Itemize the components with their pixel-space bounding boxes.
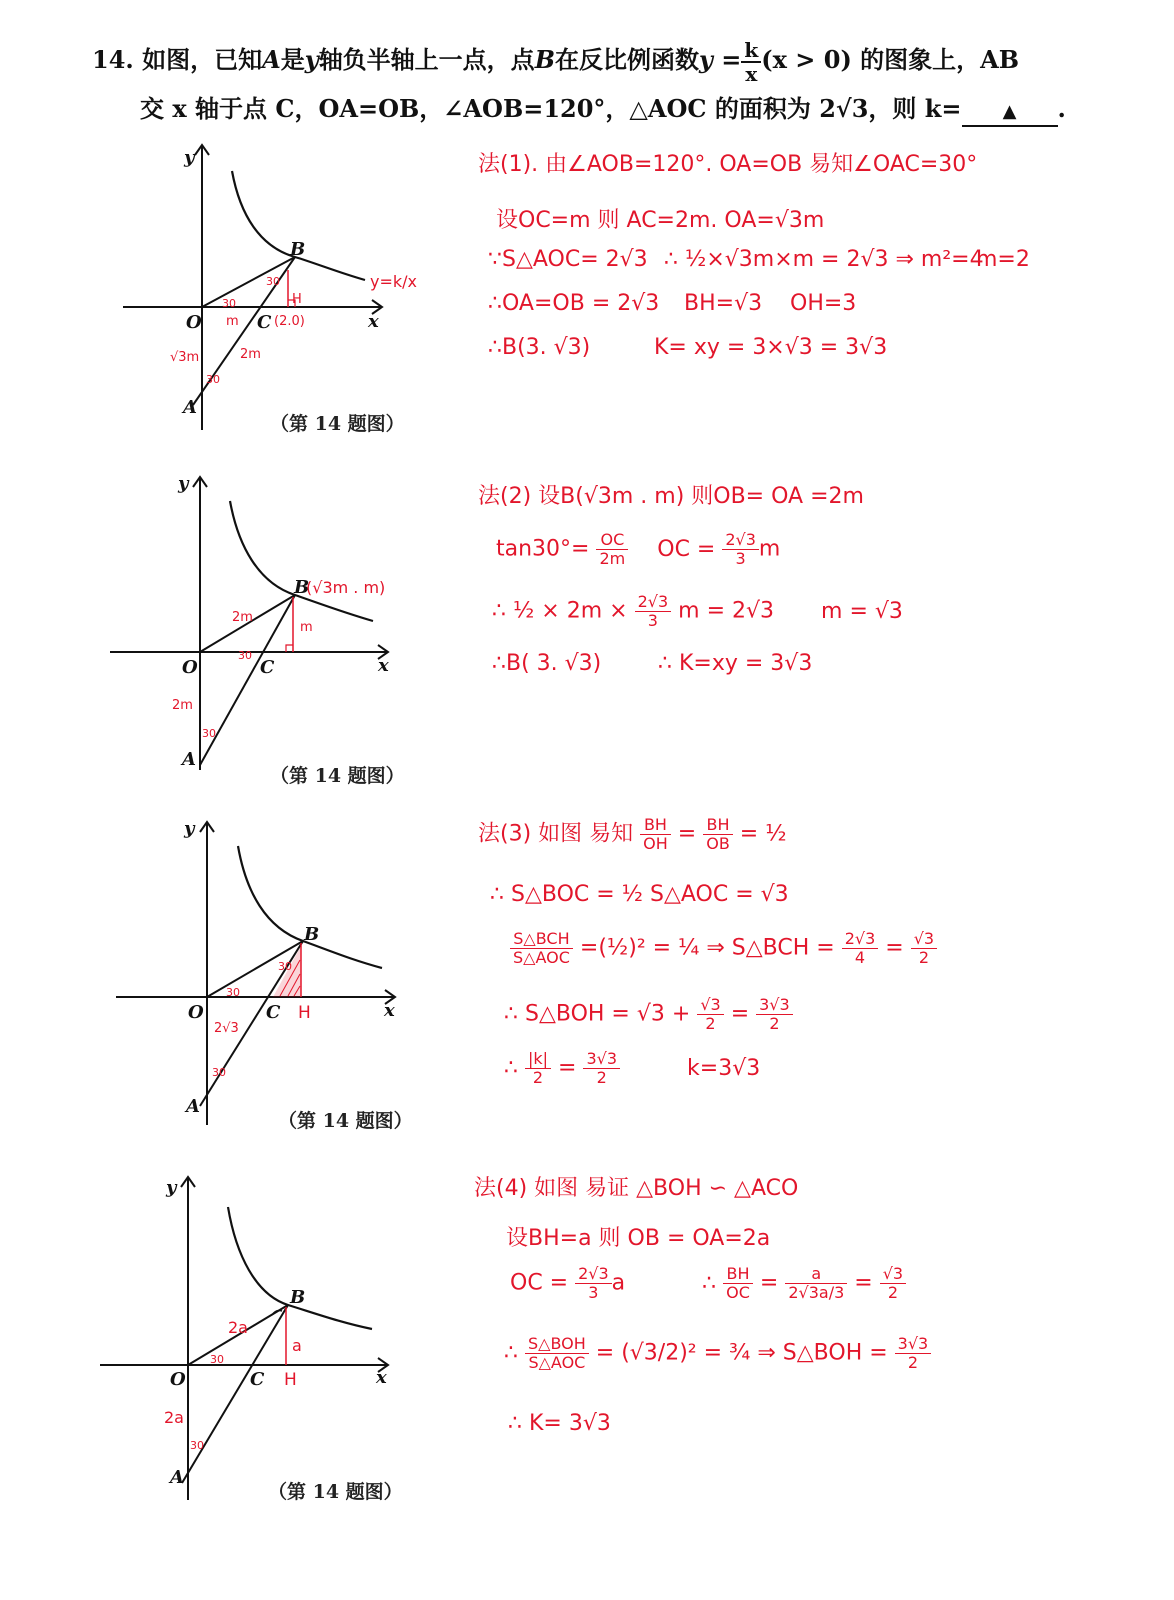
- svg-text:30: 30: [212, 1066, 226, 1079]
- svg-text:2a: 2a: [228, 1318, 248, 1337]
- svg-text:30: 30: [210, 1353, 224, 1366]
- svg-text:C: C: [257, 312, 272, 333]
- svg-text:m: m: [300, 620, 313, 635]
- svg-text:y=k/x: y=k/x: [370, 272, 417, 291]
- svg-text:(√3m . m): (√3m . m): [306, 578, 386, 597]
- svg-text:O: O: [182, 657, 198, 678]
- svg-text:30: 30: [206, 373, 220, 386]
- svg-text:x: x: [384, 1000, 395, 1021]
- svg-text:A: A: [183, 397, 197, 418]
- figure-caption: （第 14 题图）: [278, 1110, 413, 1132]
- svg-text:C: C: [266, 1002, 281, 1023]
- svg-text:C: C: [250, 1369, 265, 1390]
- svg-text:30: 30: [202, 727, 216, 740]
- svg-text:m: m: [226, 314, 239, 329]
- figure-caption: （第 14 题图）: [270, 765, 405, 787]
- figure-4: [90, 1165, 420, 1505]
- solution-panel-4: y x O A B C H 2a a 2a 30 30 （第 14 题图） 法(4) 如图 易证 △BOH ∽ △ACO 设BH=a 则 OB = OA=2a OC = $\frac{2√3}{3}$ a ∴ $\frac{BH}{OC}$ = $\frac{a}{2√3a/3}$ = $\frac{√3}{2}$ ∴ $\frac{\text{S△BOH}}{\text{S△AOC}}$ = (√3/2)² = ¾ ⇒ S△BOH = $\frac{3√3}{2}$ ∴ K= 3√3: [0, 1165, 1174, 1510]
- solution-panel-3: y x O A B C H 2√3 30 30 30 （第 14 题图） 法(3) 如图 易知 $\frac{BH}{OH}$ = $\frac{BH}{OB}$ = ½ ∴ S△BOC = ½ S△AOC = √3 $\frac{\text{S△BCH}}{\text{S△AOC}}$ =(½)² = ¼ ⇒ S△BCH = $\frac{2√3}{4}$ = $\frac{√3}{2}$ ∴ S△BOH = √3 + $\frac{√3}{2}$ = $\frac{3√3}{2}$ ∴ $\frac{|k|}{2}$ = $\frac{3√3}{2}$ k=3√3: [0, 810, 1174, 1145]
- svg-text:x: x: [376, 1367, 387, 1388]
- svg-text:B: B: [304, 924, 320, 945]
- svg-text:y: y: [166, 1177, 177, 1198]
- svg-text:30: 30: [190, 1439, 204, 1452]
- svg-text:30: 30: [238, 649, 252, 662]
- svg-text:B: B: [294, 577, 310, 598]
- svg-text:y: y: [178, 473, 189, 494]
- svg-text:2m: 2m: [172, 698, 193, 713]
- svg-text:30: 30: [278, 960, 292, 973]
- svg-text:(2.0): (2.0): [274, 314, 305, 329]
- svg-text:y: y: [184, 818, 195, 839]
- svg-text:B: B: [290, 239, 306, 260]
- svg-text:x: x: [368, 311, 379, 332]
- figure-2: [90, 465, 420, 775]
- figure-1: [90, 135, 420, 435]
- svg-text:O: O: [186, 312, 202, 333]
- svg-text:x: x: [378, 655, 389, 676]
- svg-text:2m: 2m: [240, 347, 261, 362]
- svg-text:30: 30: [226, 986, 240, 999]
- answer-blank: ▲: [962, 99, 1058, 127]
- svg-text:B: B: [290, 1287, 306, 1308]
- svg-text:a: a: [292, 1336, 302, 1355]
- solution-panel-1: y x O A B C y=k/x H (2.0) m 2m √3m 30 30 30 （第 14 题图） 法(1). 由∠AOB=120°. OA=OB 易知∠OAC=30° 设OC=m 则 AC=2m. OA=√3m ∵S△AOC= 2√3 ∴ ½×√3m×m = 2√3 ⇒ m²=4 m=2 ∴OA=OB = 2√3 BH=√3 OH=3 ∴B(3. √3) K= xy = 3×√3 = 3√3: [0, 135, 1174, 445]
- problem-line-1: 14. 如图，已知A是y轴负半轴上一点，点B在反比例函数y = $\frac{k}{x}$ (x > 0) 的图象上，AB: [92, 37, 1020, 86]
- problem-line-2: 交 x 轴于点 C，OA=OB，∠AOB=120°，△AOC 的面积为 2√3，则 k= ▲ .: [92, 85, 1092, 133]
- svg-text:y: y: [184, 147, 195, 168]
- problem-statement: [92, 36, 1092, 133]
- svg-text:A: A: [182, 749, 196, 770]
- figure-3: [90, 810, 420, 1130]
- svg-text:A: A: [170, 1467, 184, 1488]
- svg-text:2√3: 2√3: [214, 1021, 239, 1036]
- svg-text:√3m: √3m: [170, 350, 200, 365]
- figure-caption: （第 14 题图）: [270, 413, 405, 435]
- figure-caption: （第 14 题图）: [268, 1481, 403, 1503]
- svg-text:2m: 2m: [232, 610, 253, 625]
- svg-text:O: O: [170, 1369, 186, 1390]
- svg-text:2a: 2a: [164, 1408, 184, 1427]
- svg-text:H: H: [284, 1370, 297, 1390]
- svg-text:C: C: [260, 657, 275, 678]
- svg-text:30: 30: [266, 275, 280, 288]
- function-fraction: $\frac{k}{x}$: [741, 39, 761, 85]
- svg-text:O: O: [188, 1002, 204, 1023]
- svg-text:H: H: [292, 292, 302, 307]
- svg-text:30: 30: [222, 297, 236, 310]
- solution-panel-2: y x O A B C (√3m . m) 2m m 2m 30 30 （第 14 题图） 法(2) 设B(√3m . m) 则OB= OA =2m tan30°= $\frac{OC}{2m}$ OC = $\frac{2√3}{3}$ m ∴ ½ × 2m × $\frac{2√3}{3}$ m = 2√3 m = √3 ∴B( 3. √3) ∴ K=xy = 3√3: [0, 465, 1174, 795]
- svg-text:A: A: [186, 1096, 200, 1117]
- svg-text:H: H: [298, 1003, 311, 1023]
